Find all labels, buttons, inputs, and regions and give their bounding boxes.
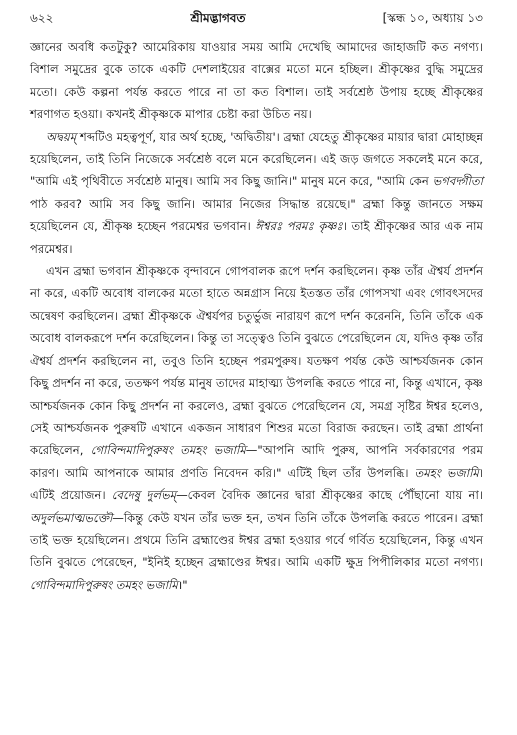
italic-term: গোবিন্দমাদিপুরুষং তমহং ভজামি xyxy=(90,443,246,458)
text-run: —কেবল বৈদিক জ্ঞানের দ্বারা শ্রীকৃষ্ণের কাছে পৌঁছানো যায় না। xyxy=(176,488,483,503)
text-run: —কিন্তু কেউ যখন তাঁর ভক্ত হন, তখন তিনি তাঁকে উপলব্ধি করতে পারেন। ব্রহ্মা তাই ভক্ত হয়েছিলেন। প্রথমে তিনি ব্রহ্মাণ্ডের ঈশ্বর ব্রহ্মা হওয়ার গর্বে গর্বিত হয়েছিলেন, কিন্তু এখন তিনি বুঝতে পেরেছেন, "ইনিই হচ্ছেন ব্রহ্মাণ্ডের ঈশ্বর। আমি একটি ক্ষুদ্র পিপীলিকার মতো নগণ্য। xyxy=(30,510,483,570)
text-run: —"আপনি আদি পুরুষ, আপনি সর্বকারণের পরম কারণ। আমি আপনাকে আমার প্রণতি নিবেদন করি।" এটিই ছিল তাঁর উপলব্ধি। xyxy=(30,443,483,480)
section-reference: [স্কন্ধ ১০, অধ্যায় ১৩ xyxy=(382,11,483,25)
italic-term: তমহং ভজামি xyxy=(414,465,479,480)
italic-term: ঈশ্বরঃ পরমঃ কৃষ্ণঃ xyxy=(255,219,343,234)
italic-term: বেদেষু দুর্লভম্‌ xyxy=(111,488,177,503)
paragraph-1: জ্ঞানের অবধি কতটুকু? আমেরিকায় যাওয়ার সময় আমি দেখেছি আমাদের জাহাজটি কত নগণ্য। বিশাল সমুদ্রের বুকে তাকে একটি দেশলাইয়ের বাক্সের মতো মনে হচ্ছিল। শ্রীকৃষ্ণের বুদ্ধি সমুদ্রের মতো। কেউ কল্পনা পর্যন্ত করতে পারে না তা কত বিশাল। তাই সর্বশ্রেষ্ঠ উপায় হচ্ছে শ্রীকৃষ্ণের শরণাগত হওয়া। কখনই শ্রীকৃষ্ণকে মাপার চেষ্টা করা উচিত নয়। xyxy=(30,40,483,122)
italic-term: ভগবদ্গীতা xyxy=(432,174,483,189)
book-title: শ্রীমদ্ভাগবত xyxy=(190,11,246,25)
italic-term: গোবিন্দমাদিপুরুষং তমহং ভজামি xyxy=(30,577,178,592)
text-run: । এটিই প্রয়োজন। xyxy=(30,465,483,503)
text-run: শব্দটিও মহত্বপূর্ণ, যার অর্থ হচ্ছে, 'অদ্বিতীয়'। ব্রহ্মা যেহেতু শ্রীকৃষ্ণের মায়ার দ্বারা মোহাচ্ছন্ন হয়েছিলেন, তাই তিনি নিজেকে সর্বশ্রেষ্ঠ বলে মনে করেছিলেন। এই জড় জগতে সকলেই মনে করে, "আমি এই পৃথিবীতে সর্বশ্রেষ্ঠ মানুষ। আমি সব কিছু জানি।" মানুষ মনে করে, "আমি কেন xyxy=(30,129,483,189)
italic-term: অদ্বয়ম্‌ xyxy=(46,129,77,144)
text-run: পাঠ করব? আমি সব কিছু জানি। আমার নিজের সিদ্ধান্ত রয়েছে।" ব্রহ্মা কিন্তু জানতে সক্ষম হয়েছিলেন যে, শ্রীকৃষ্ণ হচ্ছেন পরমেশ্বর ভগবান। xyxy=(30,196,483,234)
text-run: ।" xyxy=(177,577,188,592)
page-number: ৬২২ xyxy=(30,11,54,25)
body-text xyxy=(30,36,483,596)
text-run: । তাই শ্রীকৃষ্ণের আর এক নাম পরমেশ্বর। xyxy=(30,219,483,256)
text-run: এখন ব্রহ্মা ভগবান শ্রীকৃষ্ণকে বৃন্দাবনে গোপবালক রূপে দর্শন করছিলেন। কৃষ্ণ তাঁর ঐশ্বর্য প্রদর্শন না করে, একটি অবোধ বালকের মতো হাতে অন্নগ্রাস নিয়ে ইতস্তত তাঁর গোপসখা এবং গোবৎসদের অন্বেষণ করছিলেন। ব্রহ্মা শ্রীকৃষ্ণকে ঐশ্বর্যপর চতুর্ভুজ নারায়ণ রূপে দর্শন করেননি, তিনি তাঁকে এক অবোধ বালকরূপে দর্শন করেছিলেন। কিন্তু তা সত্ত্বেও তিনি বুঝতে পেরেছিলেন যে, যদিও কৃষ্ণ তাঁর ঐশ্বর্য প্রদর্শন করছিলেন না, তবুও তিনি হচ্ছেন পরমপুরুষ। যতক্ষণ পর্যন্ত কেউ আশ্চর্যজনক কোন কিছু প্রদর্শন না করে, ততক্ষণ পর্যন্ত মানুষ তাদের মাহাত্ম্য উপলব্ধি করতে পারে না, কিন্তু এখানে, কৃষ্ণ আশ্চর্যজনক কোন কিছু প্রদর্শন না করলেও, ব্রহ্মা বুঝতে পেরেছিলেন যে, সমগ্র সৃষ্টির ঈশ্বর হলেও, সেই আশ্চর্যজনক পুরুষটি এখানে একজন সাধারণ শিশুর মতো বিরাজ করছেন। তাই ব্রহ্মা প্রার্থনা করেছিলেন, xyxy=(30,264,483,458)
running-header xyxy=(30,10,483,26)
italic-term: অদুর্লভমাত্মভক্তৌ xyxy=(30,510,113,525)
paragraph-3 xyxy=(30,260,483,596)
paragraph-2 xyxy=(30,126,483,260)
